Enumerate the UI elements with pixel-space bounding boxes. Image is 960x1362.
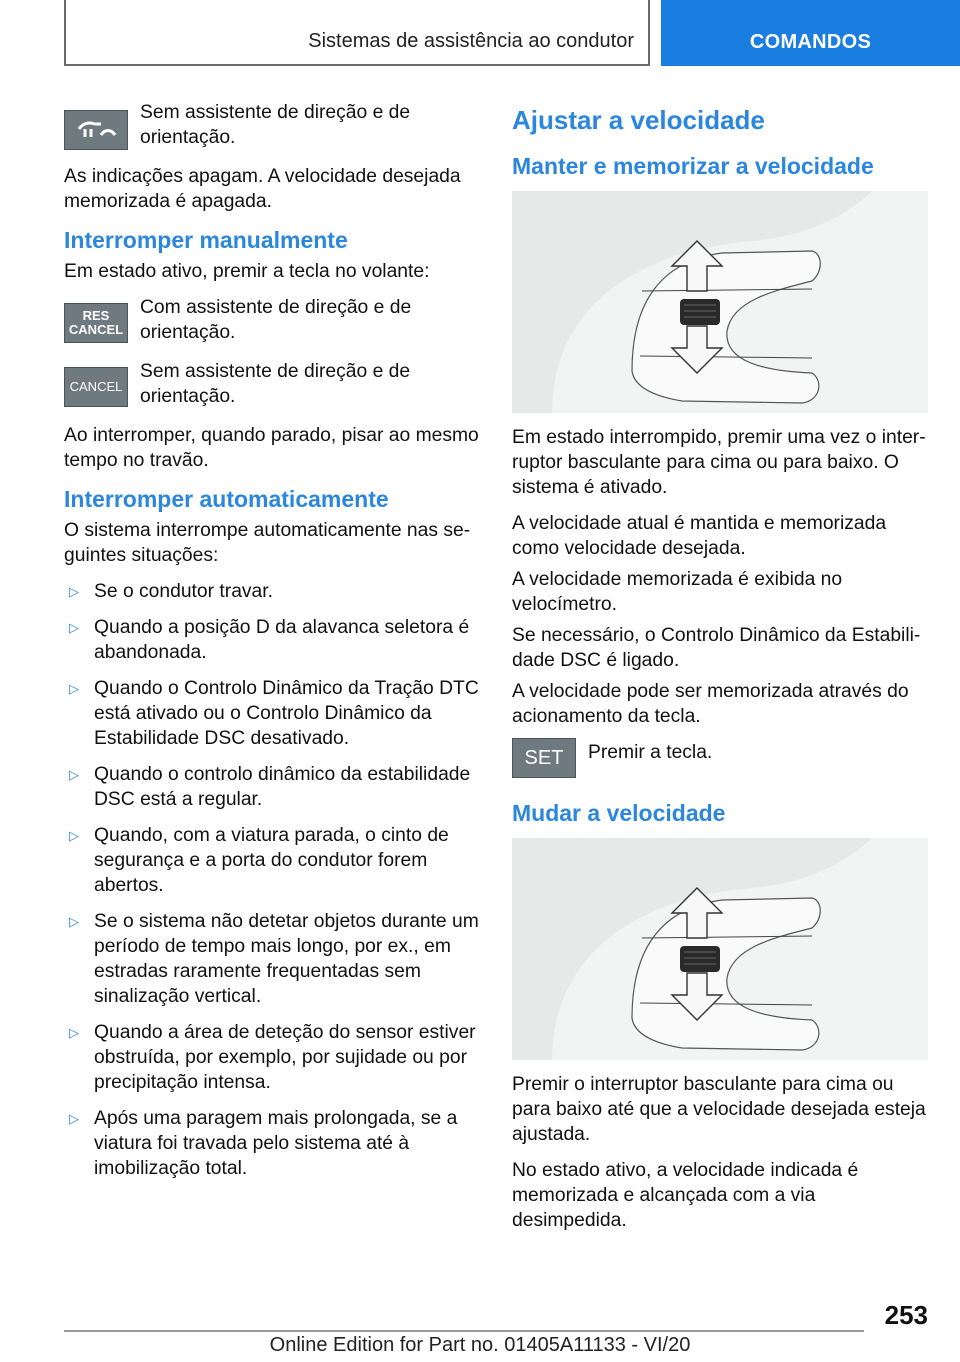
set-text: Premir a tecla. [588, 742, 713, 763]
paragraph-auto-intro: O sistema interrompe automaticamente nas seguintes situações: [64, 520, 471, 566]
right-column [512, 100, 928, 1244]
triangle-bullet-icon: ▷ [69, 584, 79, 599]
paragraph-exibida: A velocidade memorizada é exibida no velocímetro. [512, 569, 843, 615]
triangle-bullet-icon: ▷ [69, 767, 79, 782]
triangle-bullet-icon: ▷ [69, 620, 79, 635]
rescancel-key-line1: RES [82, 308, 110, 323]
page-number: 253 [884, 1300, 928, 1330]
paragraph-parado: Ao interromper, quando parado, pisar ao mesmo tempo no travão. [64, 425, 479, 471]
triangle-bullet-icon: ▷ [69, 1111, 79, 1126]
rescancel-key [64, 303, 128, 343]
rescancel-text: Com assistente de direção e de orientação. [140, 297, 412, 343]
heading-manter-memorizar: Manter e memorizar a velocidade [512, 153, 874, 179]
list-item: ▷ Após uma paragem mais prolongada, se a viatura foi travada pelo sistema até à imobilização total. [69, 1108, 458, 1179]
triangle-bullet-icon: ▷ [69, 828, 79, 843]
steering-assist-key [64, 110, 128, 150]
list-item: ▷ Se o condutor travar. [69, 581, 273, 602]
list-item: ▷ Quando, com a viatura parada, o cinto de segurança e a porta do condutor forem abertos. [69, 825, 449, 896]
heading-mudar-velocidade: Mudar a velocidade [512, 800, 726, 826]
steering-assist-text: Sem assistente de direção e de orientação. [140, 102, 411, 148]
heading-interromper-manualmente: Interromper manualmente [64, 227, 348, 253]
header-frame [64, 0, 650, 66]
footer-edition: Online Edition for Part no. 01405A11133 - VI/20 [269, 1334, 691, 1356]
set-key [512, 738, 576, 778]
list-item: ▷ Quando a área de deteção do sensor estiver obstruída, por exemplo, por sujidade ou por precipitação intensa. [69, 1022, 476, 1093]
paragraph-ativo: No estado ativo, a velocidade indicada é memorizada e alcançada com a via desimpedida. [512, 1160, 859, 1231]
paragraph-interrompido: Em estado interrompido, premir uma vez o interruptor basculante para cima ou para baixo. O sistema é ativado. [512, 427, 926, 498]
steering-wheel-rocker-photo-2 [512, 838, 928, 1060]
paragraph-indicacoes: As indicações apagam. A velocidade desejada memorizada é apagada. [64, 166, 461, 212]
triangle-bullet-icon: ▷ [69, 914, 79, 929]
section-tab[interactable] [661, 0, 960, 66]
header-title: Sistemas de assistência ao condutor [308, 30, 634, 52]
list-item: ▷ Quando o Controlo Dinâmico da Tração DTC está ativado ou o Controlo Dinâmico da Estabilidade DSC desativado. [69, 678, 479, 749]
set-row [512, 740, 928, 778]
cancel-key [64, 367, 128, 407]
triangle-bullet-icon: ▷ [69, 1025, 79, 1040]
list-item: ▷ Quando a posição D da alavanca seletora é abandonada. [69, 617, 470, 663]
paragraph-premir: Premir o interruptor basculante para cima ou para baixo até que a velocidade desejada esteja ajustada. [512, 1074, 926, 1145]
steering-assist-row [64, 100, 480, 150]
paragraph-dsc: Se necessário, o Controlo Dinâmico da Estabilidade DSC é ligado. [512, 625, 921, 671]
left-column [64, 100, 480, 1192]
rescancel-key-line2: CANCEL [68, 322, 124, 337]
cancel-text: Sem assistente de direção e de orientação. [140, 361, 411, 407]
heading-interromper-automaticamente: Interromper automaticamente [64, 486, 389, 512]
paragraph-manual-intro: Em estado ativo, premir a tecla no volante: [64, 261, 430, 282]
cancel-key-label: CANCEL [69, 379, 123, 394]
rescancel-row [64, 295, 480, 345]
paragraph-memorizada: A velocidade pode ser memorizada através do acionamento da tecla. [512, 681, 909, 727]
heading-ajustar-velocidade: Ajustar a velocidade [512, 105, 765, 135]
set-key-label: SET [524, 747, 564, 769]
steering-wheel-rocker-photo [512, 191, 928, 413]
list-item: ▷ Se o sistema não detetar objetos durante um período de tempo mais longo, por ex., em estradas raramente frequentadas sem sinalização vertical. [69, 911, 479, 1007]
section-tab-label: COMANDOS [749, 31, 872, 53]
auto-interrupt-list [64, 579, 480, 1181]
list-item: ▷ Quando o controlo dinâmico da estabilidade DSC está a regular. [69, 764, 471, 810]
triangle-bullet-icon: ▷ [69, 681, 79, 696]
footer-rule [64, 1330, 864, 1332]
paragraph-atual: A velocidade atual é mantida e memorizada como velocidade desejada. [512, 513, 887, 559]
cancel-row [64, 359, 480, 409]
steering-assist-icon [71, 115, 121, 145]
